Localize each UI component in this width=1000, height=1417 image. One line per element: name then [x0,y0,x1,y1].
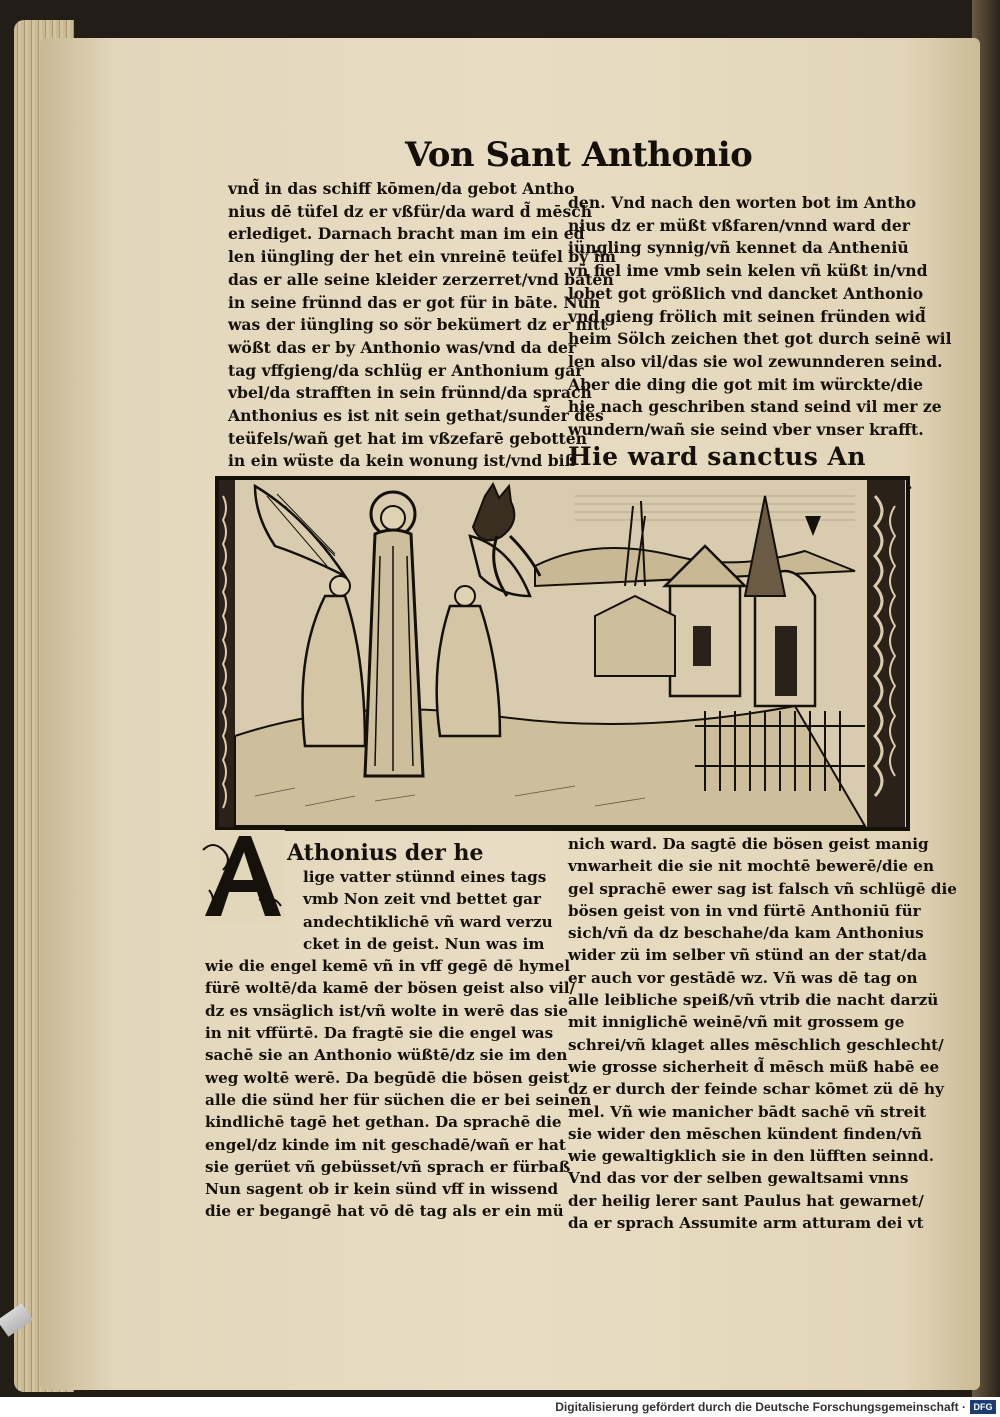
text-column-top-right [568,192,952,496]
text-line: der heilig lerer sant Paulus hat gewarnet/ [568,1191,924,1210]
text-line: mit inniglichē weinē/vñ mit grossem ge [568,1013,905,1032]
dfg-logo: DFG [970,1400,996,1414]
text-line: nich ward. Da sagtē die bösen geist manig [568,835,929,853]
text-line: er auch vor gestādē wz. Vñ was dē tag on [568,968,918,987]
wooden-fence [695,711,865,791]
text-line: den. Vnd nach den worten bot im Antho [568,193,917,212]
text-column-top-left [228,178,617,496]
text-line: Nun sagent ob ir kein sünd vff in wissend [205,1180,559,1199]
text-line: andechtiklichē vñ ward verzu [303,912,553,931]
text-line: Anthonius es ist nit sein gethat/sund̃er des [228,406,604,426]
text-line: erlediget. Darnach bracht man im ein ed [228,224,585,244]
text-line: wie gewaltigklich sie in den lüfften seinnd. [568,1147,935,1166]
text-lines [568,192,952,442]
text-line: iüngling synnig/vñ kennet da Antheniū [568,238,909,258]
woodcut-illustration [215,476,910,831]
decorative-border-left [219,480,235,827]
footer-credit: Digitalisierung gefördert durch die Deutsche Forschungsgemeinschaft · [555,1400,966,1414]
running-header: Von Sant Anthonio [405,135,753,175]
chapter-heading: Hie ward sanctus An [568,441,867,471]
text-line: hie nach geschriben stand seind vil mer ze [568,397,942,417]
text-line: gel sprachē ewer sag ist falsch vñ schlügē die [568,879,957,898]
text-line: dz es vnsäglich ist/vñ wolte in werē das sie [205,1001,569,1020]
text-column-bottom-left [205,840,592,1223]
text-line: alle leibliche speiß/vñ vtrib die nacht darzü [568,991,939,1010]
text-line: wößt das er by Anthonio was/vnd da der [228,337,577,357]
text-line: wie grosse sicherheit d̃ mēsch müß habē ee [568,1057,940,1076]
text-line: tag vffgieng/da schlüg er Anthonium gar [228,360,584,380]
text-line: da er sprach Assumite arm atturam dei vt [568,1214,924,1233]
decorative-border-right [867,480,905,827]
text-line: sich/vñ da dz beschahe/da kam Anthonius [568,924,924,943]
text-line: die er begangē hat vō dē tag als er ein mü [205,1202,564,1221]
text-column-bottom-right [568,833,957,1234]
text-line: das er alle seine kleider zerzerret/vnd baten [228,269,614,289]
text-line: vñ fiel ime vmb sein kelen vñ küßt in/vnd [568,261,928,281]
text-line: teüfels/wañ get hat im vßzefarē gebotten [228,428,588,448]
text-line: vnwarheit die sie nit mochtē bewerē/die en [568,857,935,876]
text-line: fürē woltē/da kamē der bösen geist also vil/ [205,979,576,998]
footer-bar [0,1397,1000,1417]
text-line: nius dē tüfel dz er vßfür/da ward d̃ mēsch [228,201,593,221]
text-line: sie wider den mēschen kündent finden/vñ [568,1124,922,1143]
text-line: schrei/vñ klaget alles mēschlich geschlecht/ [568,1035,944,1054]
text-line: Athonius der he [287,840,484,866]
text-line: wundern/wañ sie seind vber vnser krafft. [568,420,924,440]
text-line: vbel/da strafften in sein frünnd/da sprach [228,383,592,403]
text-line: weg woltē werē. Da begūdē die bösen geist [205,1068,570,1087]
text-line: heim Sölch zeichen thet got durch seinē wil [568,329,952,349]
text-line: in nit vffürtē. Da fragtē sie die engel was [205,1024,554,1043]
text-line: engel/dz kinde im nit geschadē/wañ er hat [205,1135,566,1154]
text-line: vnd gieng frölich mit seinen fründen wid̃ [568,306,926,326]
text-line: lige vatter stünnd eines tags [303,868,547,886]
text-line: mel. Vñ wie manicher bādt sachē vñ streit [568,1102,927,1121]
text-line: Aber die ding die got mit im würckte/die [568,374,924,394]
text-line: dz er durch der feinde schar kōmet zü dē hy [568,1080,944,1099]
text-line: sie gerüet vñ gebüsset/vñ sprach er fürbaß [205,1157,571,1176]
text-line: in seine frünnd das er got für in bāte. Nun [228,292,601,312]
text-line: in ein wüste da kein wonung ist/vnd biß [228,451,577,471]
text-line: kindlichē tagē het gethan. Da sprachē die [205,1113,562,1132]
text-line: vnd̃ in das schiff kōmen/da gebot Antho [228,179,575,198]
text-line: was der iüngling so sör bekümert dz er nitt [228,315,608,335]
text-line: vmb Non zeit vnd bettet gar [303,890,542,909]
text-line: sachē sie an Anthonio wüßtē/dz sie im den [205,1046,568,1065]
text-line: len also vil/das sie wol zewunnderen seind. [568,351,943,371]
text-line: bösen geist von in vnd fürtē Anthoniū für [568,901,921,920]
text-line: lobet got größlich vnd dancket Anthonio [568,283,924,303]
text-line: alle die sünd her für süchen die er bei seinen [205,1090,592,1109]
text-line: cket in de geist. Nun was im [303,934,545,953]
text-line: wider zü im selber vñ stünd an der stat/da [568,946,927,965]
text-line: nius dz er müßt vßfaren/vnnd ward der [568,215,910,235]
text-line: Vnd das vor der selben gewaltsami vnns [568,1169,909,1188]
text-line: wie die engel kemē vñ in vff gegē dē hymel [205,957,571,976]
text-line: len iüngling der het ein vnreinē teüfel by im [228,247,617,267]
